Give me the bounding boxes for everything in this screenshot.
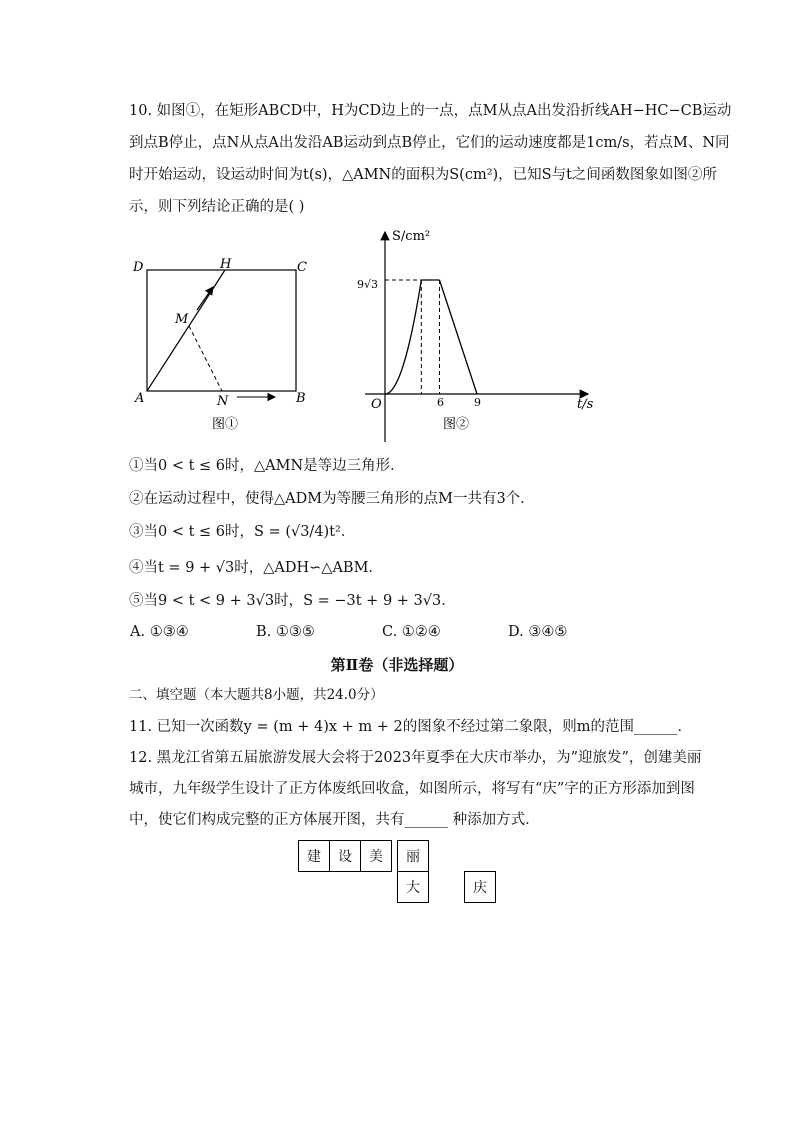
net-box-da: 大 xyxy=(397,871,429,903)
label-m: M xyxy=(175,312,189,327)
q11-text: 11. 已知一次函数y = (m + 4)x + m + 2的图象不经过第二象限，则m的范围______． xyxy=(129,719,693,735)
label-h: H xyxy=(220,257,232,272)
q10-line-1: 10. 如图①，在矩形ABCD中，H为CD边上的一点，点M从点A出发沿折线AH−HC−CB运动 xyxy=(129,103,732,119)
x-tick-label-6: 6 xyxy=(437,396,444,409)
label-a: A xyxy=(135,391,145,406)
option-c: C. ①②④ xyxy=(382,624,441,640)
figure-2-graph xyxy=(345,222,595,444)
caption-fig1: 图① xyxy=(212,417,239,432)
option-b: B. ①③⑤ xyxy=(256,624,315,640)
net-box-jian: 建 xyxy=(298,840,330,872)
arrow-m xyxy=(197,287,213,310)
origin-label: O xyxy=(371,397,382,412)
q12-line-3: 中，使它们构成完整的正方体展开图，共有______ 种添加方式． xyxy=(129,812,540,828)
x-axis-label: t/s xyxy=(577,397,594,412)
rect-abcd xyxy=(147,270,296,391)
net-box-mei: 美 xyxy=(360,840,392,872)
option-a: A. ①③④ xyxy=(130,624,189,640)
label-d: D xyxy=(133,260,144,275)
q10-line-3: 时开始运动，设运动时间为t(s)，△AMN的面积为S(cm²)，已知S与t之间函数图象如图②所 xyxy=(129,167,717,183)
statement-4: ④当t = 9 + √3时，△ADH∽△ABM． xyxy=(129,560,383,576)
segment-mn-dashed xyxy=(189,326,222,391)
statement-1: ①当0 < t ≤ 6时，△AMN是等边三角形． xyxy=(129,458,405,474)
x-tick-label-9: 9 xyxy=(474,396,481,409)
statement-2: ②在运动过程中，使得△ADM为等腰三角形的点M一共有3个． xyxy=(129,491,535,507)
curve-segment xyxy=(385,280,421,394)
figure-1-rectangle xyxy=(125,250,325,440)
statement-5: ⑤当9 < t < 9 + 3√3时，S = −3t + 9 + 3√3． xyxy=(129,593,456,609)
label-b: B xyxy=(296,391,306,406)
section-heading: 第Ⅱ卷（非选择题） xyxy=(330,656,464,674)
q12-line-2: 城市，九年级学生设计了正方体废纸回收盒，如图所示，将写有“庆”字的正方形添加到图 xyxy=(129,781,695,797)
y-axis-label: S/cm² xyxy=(392,229,431,244)
statement-3: ③当0 < t ≤ 6时，S = (√3/4)t²． xyxy=(129,524,356,540)
net-box-she: 设 xyxy=(329,840,361,872)
q10-line-4: 示，则下列结论正确的是( ) xyxy=(129,199,305,215)
y-tick-label: 9√3 xyxy=(357,278,379,291)
label-c: C xyxy=(297,260,307,275)
q12-line-1: 12. 黑龙江省第五届旅游发展大会将于2023年夏季在大庆市举办，为”迎旅发”，创建美丽 xyxy=(129,750,702,766)
option-d: D. ③④⑤ xyxy=(508,624,568,640)
section-subheading: 二、填空题（本大题共8小题，共24.0分） xyxy=(129,687,384,703)
q10-line-2: 到点B停止，点N从点A出发沿AB运动到点B停止，它们的运动速度都是1cm/s，若点M、N同 xyxy=(129,135,730,151)
caption-fig2: 图② xyxy=(443,417,470,432)
label-n: N xyxy=(217,394,229,409)
decreasing-segment xyxy=(439,280,477,394)
net-box-qing: 庆 xyxy=(464,871,496,903)
net-box-li: 丽 xyxy=(397,840,429,872)
